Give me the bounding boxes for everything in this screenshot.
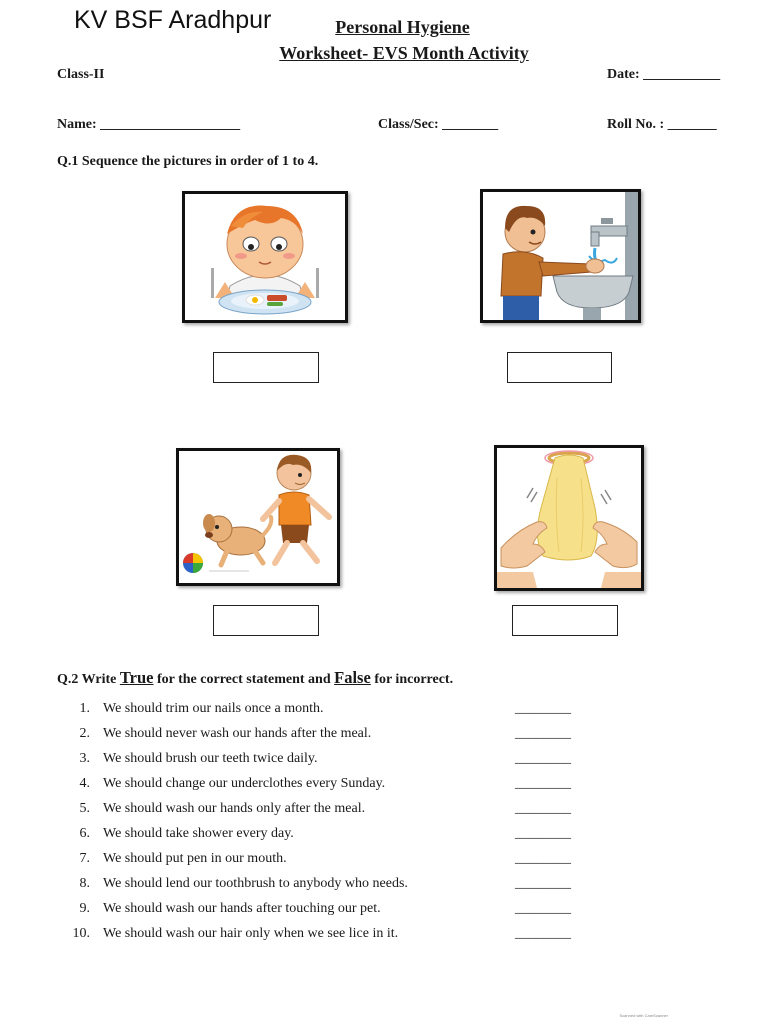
list-item: [0, 876, 768, 896]
list-item: [0, 851, 768, 871]
statement-list: [0, 701, 768, 951]
list-item: [0, 901, 768, 921]
roll-no-field: Roll No. : _______: [607, 117, 717, 132]
school-name: KV BSF Aradhpur: [74, 6, 272, 34]
answer-box-3[interactable]: [213, 605, 319, 636]
item-text: We should wash our hands after touching our pet.: [103, 901, 381, 916]
item-number: 4.: [79, 776, 90, 791]
answer-blank[interactable]: ________: [515, 801, 571, 816]
item-text: We should trim our nails once a month.: [103, 701, 324, 716]
item-number: 7.: [79, 851, 90, 866]
q2-suffix: for incorrect.: [370, 672, 454, 687]
picture-boy-playing-with-dog: [176, 448, 340, 586]
worksheet-subtitle: Worksheet- EVS Month Activity: [279, 43, 529, 63]
true-word: True: [119, 668, 154, 687]
hands-drying-with-towel-icon: [497, 448, 641, 588]
class-sec-field: Class/Sec: ________: [378, 117, 499, 132]
item-text: We should change our underclothes every Sunday.: [103, 776, 386, 791]
answer-blank[interactable]: ________: [515, 701, 571, 716]
date-field: Date: ___________: [607, 67, 721, 82]
scanner-watermark: Scanned with CamScanner: [619, 1013, 668, 1018]
list-item: [0, 826, 768, 846]
item-number: 5.: [79, 801, 90, 816]
item-number: 3.: [79, 751, 90, 766]
item-number: 9.: [79, 901, 90, 916]
answer-blank[interactable]: ________: [515, 751, 571, 766]
list-item: [0, 776, 768, 796]
answer-blank[interactable]: ________: [515, 776, 571, 791]
item-text: We should brush our teeth twice daily.: [103, 751, 318, 766]
picture-hands-drying: [494, 445, 644, 591]
boy-washing-hands-icon: [483, 192, 638, 320]
answer-box-1[interactable]: [213, 352, 319, 383]
answer-box-4[interactable]: [512, 605, 618, 636]
answer-blank[interactable]: ________: [515, 926, 571, 941]
item-text: We should put pen in our mouth.: [103, 851, 287, 866]
item-number: 10.: [72, 926, 90, 941]
question-2: [57, 668, 453, 688]
item-number: 2.: [79, 726, 90, 741]
class-label: Class-II: [57, 67, 105, 82]
item-text: We should never wash our hands after the meal.: [103, 726, 372, 741]
answer-blank[interactable]: ________: [515, 876, 571, 891]
q2-middle: for the correct statement and: [153, 672, 335, 687]
item-text: We should wash our hair only when we see lice in it.: [103, 926, 399, 941]
boy-playing-with-dog-icon: [179, 451, 337, 583]
item-text: We should lend our toothbrush to anybody who needs.: [103, 876, 408, 891]
item-number: 6.: [79, 826, 90, 841]
false-word: False: [334, 668, 371, 687]
q2-prefix: Q.2 Write: [57, 672, 120, 687]
picture-boy-washing-hands: [480, 189, 641, 323]
item-number: 1.: [79, 701, 90, 716]
worksheet-title: Personal Hygiene: [335, 17, 470, 37]
question-1: Q.1 Sequence the pictures in order of 1 to 4.: [57, 154, 319, 169]
item-text: We should take shower every day.: [103, 826, 294, 841]
item-number: 8.: [79, 876, 90, 891]
answer-blank[interactable]: ________: [515, 726, 571, 741]
answer-blank[interactable]: ________: [515, 851, 571, 866]
name-field: Name: ____________________: [57, 117, 241, 132]
answer-blank[interactable]: ________: [515, 826, 571, 841]
boy-eating-breakfast-icon: [185, 194, 345, 320]
item-text: We should wash our hands only after the meal.: [103, 801, 366, 816]
list-item: [0, 751, 768, 771]
answer-blank[interactable]: ________: [515, 901, 571, 916]
answer-box-2[interactable]: [507, 352, 612, 383]
list-item: [0, 926, 768, 946]
list-item: [0, 701, 768, 721]
list-item: [0, 726, 768, 746]
list-item: [0, 801, 768, 821]
picture-boy-eating: [182, 191, 348, 323]
